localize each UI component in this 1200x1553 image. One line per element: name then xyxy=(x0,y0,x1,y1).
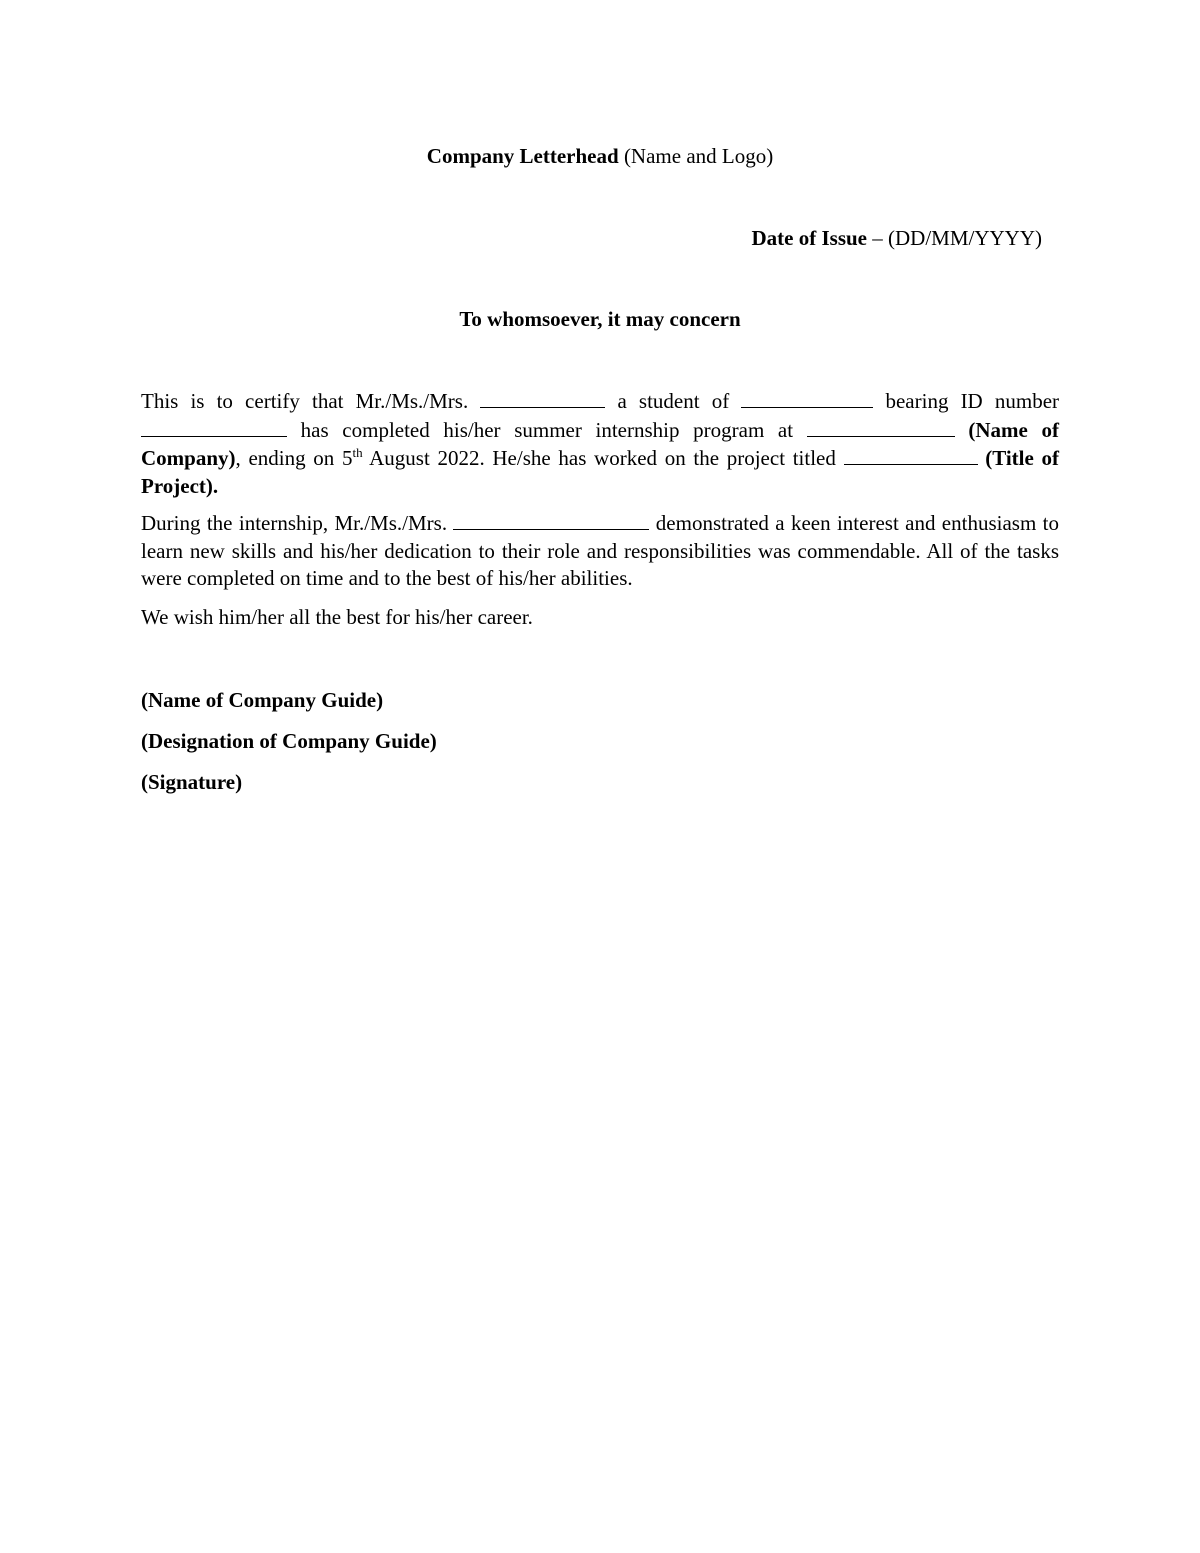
intern-name-blank xyxy=(453,509,649,530)
para2-text-1: During the internship, Mr./Ms./Mrs. xyxy=(141,511,454,535)
company-name-blank xyxy=(807,416,955,437)
company-placeholder: (Name of Company) xyxy=(141,417,1059,470)
id-number-blank xyxy=(141,416,287,437)
letterhead-note: (Name and Logo) xyxy=(618,144,774,168)
salutation: To whomsoever, it may concern xyxy=(459,307,741,331)
date-separator: – xyxy=(867,226,888,250)
ordinal-suffix: th xyxy=(352,445,363,460)
certification-paragraph xyxy=(141,387,1059,500)
guide-signature: (Signature) xyxy=(141,770,243,794)
date-label: Date of Issue xyxy=(751,226,867,250)
date-of-issue xyxy=(752,224,1043,252)
para1-text-2: a student of xyxy=(605,389,742,413)
project-placeholder: (Title of Project). xyxy=(141,446,1059,498)
para2-text-2: demonstrated a keen interest and enthusiasm to learn new skills and his/her dedication to their role and responsibilities was commendable. All of the tasks were completed on time and to the best of his/her abilities. xyxy=(141,511,1059,590)
guide-name: (Name of Company Guide) xyxy=(141,688,384,712)
institution-blank xyxy=(741,387,873,408)
project-title-blank xyxy=(844,444,978,465)
performance-paragraph xyxy=(141,509,1059,593)
guide-designation: (Designation of Company Guide) xyxy=(141,729,437,753)
para1-text-3: bearing ID number xyxy=(873,389,1060,413)
para1-text-4: has completed his/her summer internship program at xyxy=(287,417,807,442)
student-name-blank xyxy=(480,387,605,408)
para1-text-6: August 2022. He/she has worked on the project titled xyxy=(362,446,844,470)
letterhead-title: Company Letterhead xyxy=(426,144,619,168)
company-letterhead xyxy=(0,142,1200,170)
closing-paragraph: We wish him/her all the best for his/her career. xyxy=(141,605,533,629)
para1-text-5: , ending on 5 xyxy=(235,446,353,470)
date-value: (DD/MM/YYYY) xyxy=(888,226,1042,250)
para1-text-1: This is to certify that Mr./Ms./Mrs. xyxy=(141,389,481,413)
